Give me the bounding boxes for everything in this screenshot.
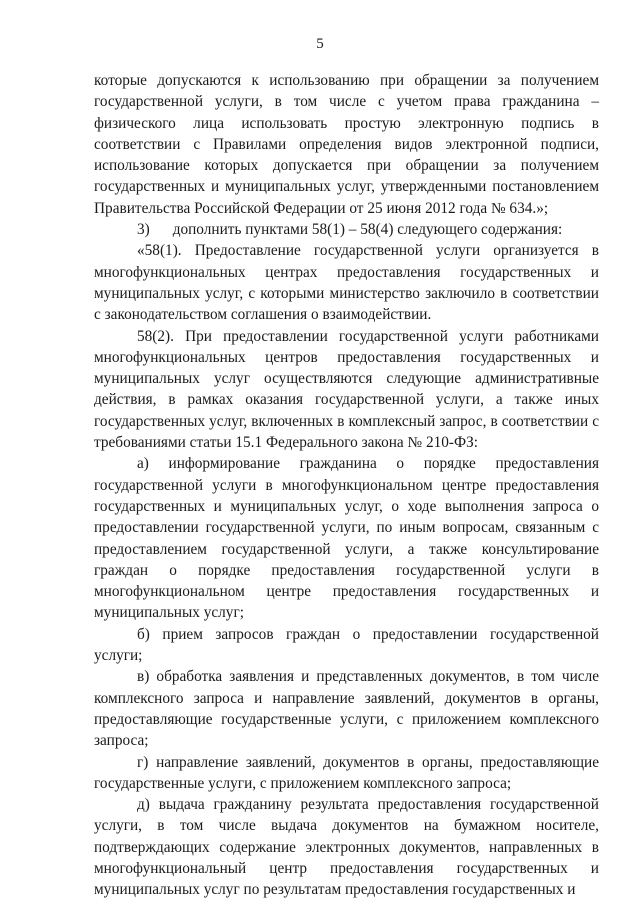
subparagraph-v: в) обработка заявления и представленных документов, в том числе комплексного запроса и направление заявлений, документов в органы, предоставляющие государственные услуги, с приложением комплексного запроса; (94, 668, 599, 750)
subparagraph-d: д) выдача гражданину результата предоставления государственной услуги, в том числе выдача документов на бумажном носителе, подтверждающих содержание электронных документов, направленных в многофункциональный центр предоставления государственных и муниципальных услуг по результатам предоставления государственных и (94, 796, 599, 899)
document-body (94, 70, 599, 901)
paragraph-58-1: «58(1). Предоставление государственной услуги организуется в многофункциональных центрах предоставления государственных и муниципальных услуг, с которыми министерство заключило в соответствии с законодательством соглашения о взаимодействии. (94, 242, 599, 324)
page-number: 5 (316, 36, 324, 52)
paragraph-continuation: которые допускаются к использованию при обращении за получением государственной услуги, в том числе с учетом права гражданина – физического лица использовать простую электронную подпись в соответствии с Правилами определения видов электронной подписи, использование которых допускается при обращении за получением государственных и муниципальных услуг, утвержденными постановлением Правительства Российской Федерации от 25 июня 2012 года № 634.»; (94, 72, 599, 217)
subparagraph-g: г) направление заявлений, документов в органы, предоставляющие государственные услуги, с приложением комплексного запроса; (94, 753, 599, 792)
paragraph-58-2: 58(2). При предоставлении государственной услуги работниками многофункциональных центров предоставления государственных и муниципальных услуг осуществляются следующие административные действия, в рамках оказания государственной услуги, а также иных государственных услуг, включенных в комплексный запрос, в соответствии с требованиями статьи 15.1 Федерального закона № 210-ФЗ: (94, 327, 599, 452)
paragraph-item-3: 3) дополнить пунктами 58(1) – 58(4) следующего содержания: (137, 221, 563, 239)
subparagraph-a: а) информирование гражданина о порядке предоставления государственной услуги в многофункциональном центре предоставления государственных и муниципальных услуг, о ходе выполнения запроса о предоставлении государственной услуги, по иным вопросам, связанным с предоставлением государственной услуги, а также консультирование граждан о порядке предоставления государственной услуги в многофункциональном центре предоставления государственных и муниципальных услуг; (94, 455, 599, 622)
subparagraph-b: б) прием запросов граждан о предоставлении государственной услуги; (94, 625, 599, 665)
